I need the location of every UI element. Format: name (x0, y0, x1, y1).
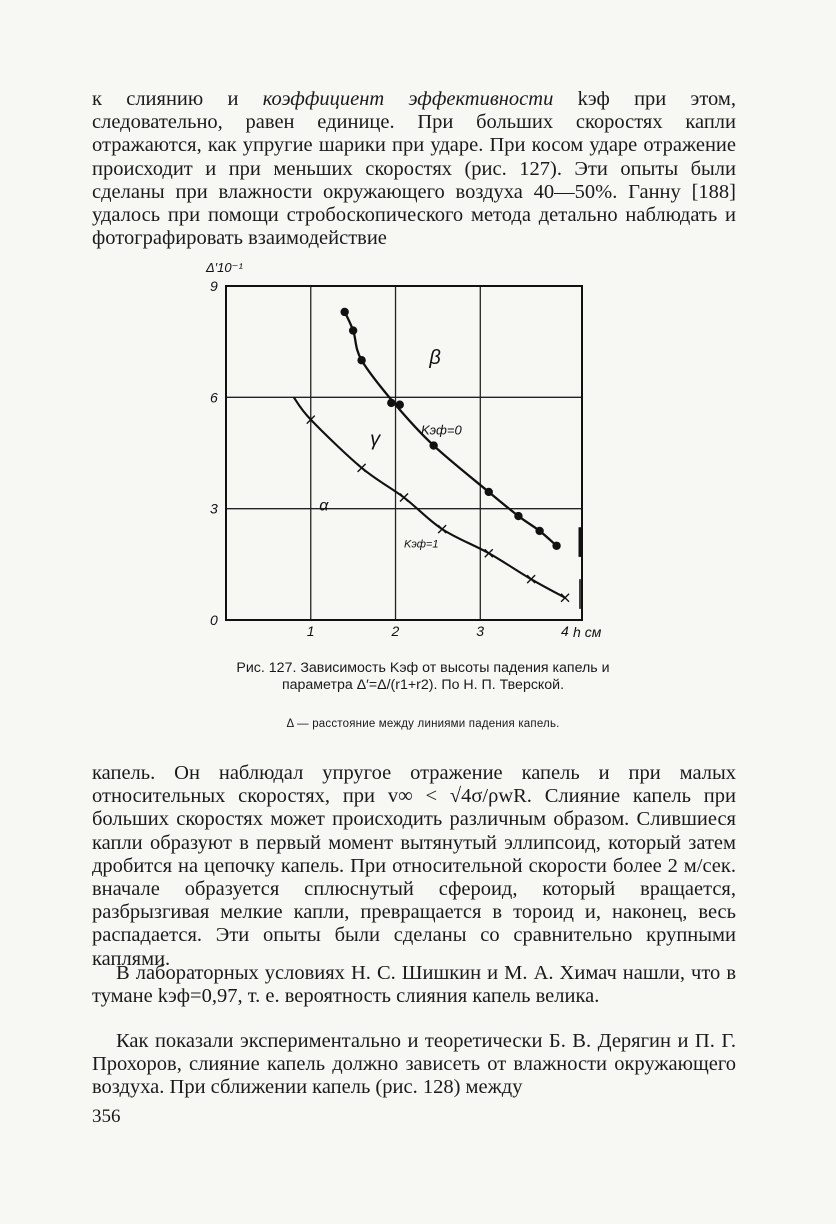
data-point-dot (485, 488, 493, 496)
data-point-dot (357, 356, 365, 364)
y-tick-label: 0 (210, 612, 218, 628)
data-point-cross (438, 525, 446, 533)
series-label-keff-1: Kэф=1 (404, 538, 439, 551)
chart-axes (226, 286, 582, 620)
data-point-cross (485, 549, 493, 557)
data-point-cross (400, 494, 408, 502)
paragraph-intro (92, 88, 736, 250)
data-point-dot (340, 308, 348, 316)
figure-caption-note: Δ — расстояние между линиями падения капель. (286, 718, 560, 730)
chart-grid (226, 286, 582, 620)
data-point-cross (561, 594, 569, 602)
y-tick-label: 6 (210, 389, 218, 406)
intro-italic-term: коэффициент эффективности (262, 88, 554, 110)
y-axis-label: Δ′10⁻¹ (206, 260, 243, 275)
x-tick-label: 1 (306, 623, 315, 639)
data-point-dot (387, 399, 395, 407)
series-label-keff-0: Kэф=0 (420, 422, 462, 438)
data-point-dot (552, 542, 560, 550)
data-point-cross (358, 464, 366, 472)
x-axis-label: h см (573, 624, 602, 640)
data-point-dot (429, 441, 437, 449)
figure-caption: Рис. 127. Зависимость Kэф от высоты падения капель и параметра Δ′=Δ/(r1+r2). По Н. П. Тверской. (236, 660, 610, 693)
data-point-dot (396, 401, 404, 409)
data-point-dot (514, 512, 522, 520)
chart-labels (205, 260, 602, 640)
intro-text-a: к слиянию и (92, 88, 263, 110)
x-tick-label: 3 (476, 623, 485, 639)
y-tick-label: 3 (210, 500, 218, 517)
chart-frame (226, 286, 582, 620)
page-number: 356 (92, 1106, 121, 1127)
data-point-dot (349, 326, 357, 334)
paragraph-4: Как показали экспериментально и теоретически Б. В. Дерягин и П. Г. Прохоров, слияние капель должно зависеть от влажности окружающего воздуха. При сближении капель (рис. 128) между (92, 1030, 736, 1099)
region-label: γ (370, 428, 381, 451)
region-label: β (429, 346, 441, 369)
region-label: α (319, 497, 329, 515)
chart-marks (307, 308, 580, 609)
y-tick-label: 9 (210, 278, 218, 294)
paragraph-2: капель. Он наблюдал упругое отражение капель и при малых относительных скоростях, при v∞ < √4σ/ρwR. Слияние капель при больших скоростях может происходить различным образом. Слившиеся капли образуют в первый момент вытянутый эллипсоид, который затем дробится на цепочку капель. При относительной скорости более 2 м/сек. вначале образуется сплюснутый сфероид, который вращается, разбрызгивая мелкие капли, превращается в тороид и, наконец, весь распадается. Эти опыты были сделаны со сравнительно крупными каплями. (92, 762, 736, 970)
intro-text-b: kэф при этом, следовательно, равен единице. При больших скоростях капли отражаются, как упругие шарики при ударе. При косом ударе отражение происходит и при меньших скоростях (рис. 127). Эти опыты были сделаны при влажности окружающего воздуха 40—50%. Ганну [188] удалось при помощи стробоскопического метода детально наблюдать и фотографировать взаимодействие (92, 88, 736, 250)
data-point-dot (535, 527, 543, 535)
x-tick-label: 4 (561, 623, 569, 639)
x-tick-label: 2 (391, 623, 400, 639)
data-point-cross (527, 575, 535, 583)
figure-127-chart (190, 250, 650, 650)
paragraph-3: В лабораторных условиях Н. С. Шишкин и М. А. Химач нашли, что в тумане kэф=0,97, т. е. вероятность слияния капель велика. (92, 962, 736, 1008)
